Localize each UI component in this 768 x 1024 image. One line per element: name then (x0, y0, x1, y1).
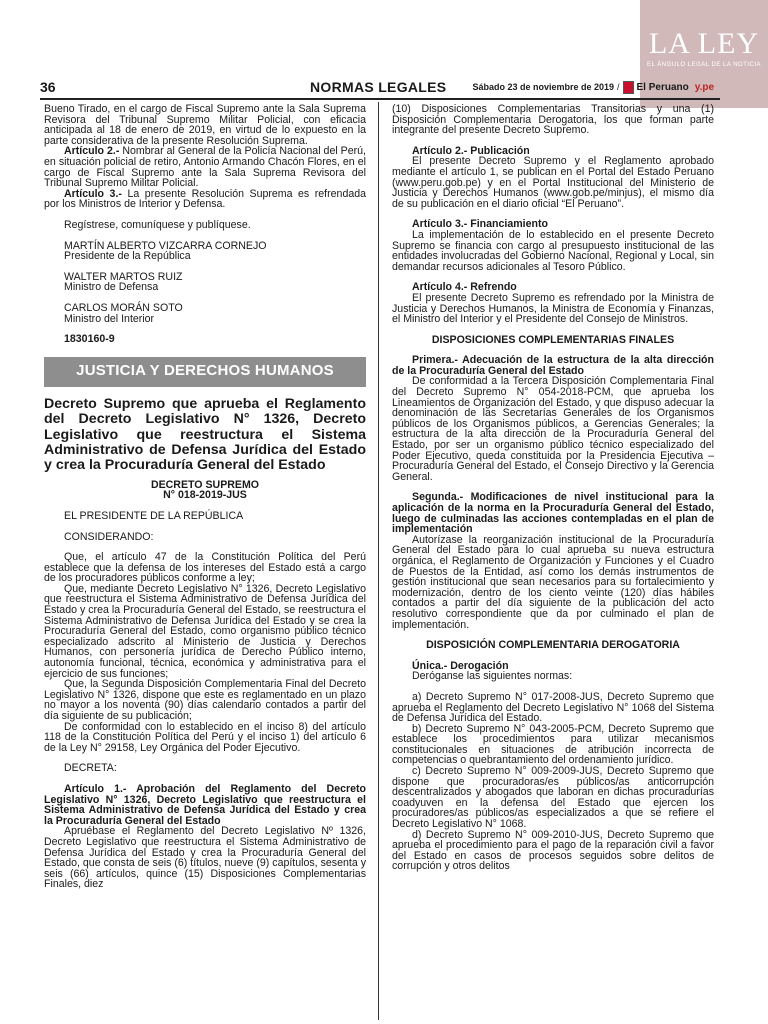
article-text: Nombrar al General de la Policía Nacional del Perú, en situación policial de retiro, Antonio Armando Chacón Flores, en el cargo de Fiscal Supremo ante la Sala Suprema Revisora del Tribunal Supremo Militar Policial. (44, 145, 367, 190)
paragraph: Que, la Segunda Disposición Complementaria Final del Decreto Legislativo N° 1326, dispone que este es reglamentado en un plazo no mayor a los noventa (90) días calendario contados a partir del día siguiente de su publicación; (44, 678, 366, 722)
peru-shield-icon (623, 81, 634, 94)
page-header (40, 76, 720, 100)
paragraph: De conformidad con lo establecido en el inciso 8) del artículo 118 de la Constitución Política del Perú y el inciso 1) del artículo 6 de la Ley N° 29158, Ley Orgánica del Poder Ejecutivo. (44, 720, 366, 754)
decree-title: Decreto Supremo que aprueba el Reglamento del Decreto Legislativo N° 1326, Decreto Legislativo que reestructura el Sistema Administrativo de Defensa Jurídica del Estado y crea la Procuraduría General del Estado (44, 395, 366, 474)
newspaper-name: El Peruano (636, 81, 689, 93)
header-url: y.pe (694, 81, 715, 93)
la-ley-tagline: EL ÁNGULO LEGAL DE LA NOTICIA (646, 62, 762, 68)
paragraph: El presente Decreto Supremo y el Reglamento aprobado mediante el artículo 1, se publican en el Portal del Estado Peruano (www.peru.gob.pe) y en el Portal Institucional del Ministerio de Justicia y Derechos Humanos (www.gob.pe/minjus), el mismo día de su publicación en el diario oficial “El Peruano”. (392, 155, 714, 210)
decree-number: N° 018-2019-JUS (163, 489, 247, 502)
header-date: Sábado 23 de noviembre de 2019 (472, 82, 614, 92)
list-item: b) Decreto Supremo N° 043-2005-PCM, Decreto Supremo que establece los procedimientos para utilizar mecanismos constitucionales en situaciones de atribución incorrecta de competencias o quebrantamiento del ordenamiento jurídico. (392, 722, 714, 767)
article-label: Artículo 3.- (64, 187, 122, 200)
article-heading: Artículo 2.- Publicación (412, 144, 530, 157)
section-band: JUSTICIA Y DERECHOS HUMANOS (44, 357, 366, 387)
left-column (44, 104, 366, 890)
article-heading: Artículo 1.- Aprobación del Reglamento del Decreto Legislativo N° 1326, Decreto Legislativo que reestructura el Sistema Administrativo de Defensa Jurídica del Estado y crea la Procuraduría General del Estado (44, 782, 366, 827)
disposition-heading: Primera.- Adecuación de la estructura de la alta dirección de la Procuraduría General del Estado (392, 354, 714, 377)
signatory-role: Presidente de la República (64, 250, 191, 263)
paragraph: Autorízase la reorganización institucional de la Procuraduría General del Estado para lo cual aprueba su nueva estructura orgánica, el Reglamento de Organización y Funciones y el Cuadro de Puestos de la Entidad, así como los demás instrumentos de gestión institucional que sean necesarios para su fortalecimiento y modernización, dentro de los ciento veinte (120) días hábiles contados a partir del día siguiente de la publicación del acto resolutivo correspondiente que da por culminado el plan de implementación. (392, 533, 714, 631)
header-separator: / (617, 82, 620, 92)
decreta-line: DECRETA: (64, 762, 117, 775)
disposition-heading: Única.- Derogación (412, 659, 509, 672)
paragraph: Que, mediante Decreto Legislativo N° 1326, Decreto Legislativo que reestructura el Sistema Administrativo de Defensa Jurídica del Estado y crea la Procuraduría General del Estado, se reestructura el Sistema Administrativo de Defensa Jurídica del Estado y se crea la Procuraduría General del Estado, como organismo público técnico especializado adscrito al Ministerio de Justicia y Derechos Humanos, con personería jurídica de Derecho Público interno, autonomía funcional, técnica, económica y administrativa para el ejercicio de sus funciones; (44, 582, 366, 680)
right-column (392, 104, 714, 872)
signatory-name: CARLOS MORÁN SOTO (64, 301, 183, 314)
article-text: La presente Resolución Suprema es refrendada por los Ministros de Interior y Defensa. (44, 187, 367, 211)
paragraph: Apruébase el Reglamento del Decreto Legislativo Nº 1326, Decreto Legislativo que reestructura el Sistema Administrativo de Defensa Jurídica del Estado y crea la Procuraduría General del Estado, que consta de seis (6) títulos, nueve (9) capítulos, sesenta y seis (66) artículos, quince (15) Disposiciones Complementarias Finales, diez (44, 825, 366, 891)
disposition-heading: Segunda.- Modificaciones de nivel institucional para la aplicación de la norma en la Procuraduría General del Estado, luego de culminadas las acciones contempladas en el plan de implementación (392, 491, 714, 536)
la-ley-logo: LA LEY (648, 27, 760, 60)
paragraph: Que, el artículo 47 de la Constitución Política del Perú establece que la defensa de los intereses del Estado está a cargo de los procuradores públicos conforme a ley; (44, 551, 366, 585)
signatory-role: Ministro de Defensa (64, 281, 159, 294)
article-heading: Artículo 3.- Financiamiento (412, 218, 548, 231)
paragraph: (10) Disposiciones Complementarias Transitorias y una (1) Disposición Complementaria Derogatoria, los que forman parte integrante del presente Decreto Supremo. (392, 103, 714, 137)
list-item: d) Decreto Supremo N° 009-2010-JUS, Decreto Supremo que aprueba el procedimiento para el pago de la reparación civil a favor del Estado en casos de procesos seguidos sobre delitos de corrupción y otros delitos (392, 828, 714, 873)
paragraph: Deróganse las siguientes normas: (412, 670, 573, 683)
section-heading: DISPOSICIONES COMPLEMENTARIAS FINALES (431, 333, 675, 346)
paragraph: De conformidad a la Tercera Disposición Complementaria Final del Decreto Supremo N° 054-2018-PCM, que aprueba los Lineamientos de Organización del Estado, y que dispuso adecuar la denominación de las Secretarías Generales de los Organismos públicos de los Organismos públicos, a Gerencias Generales; la estructura de la alta dirección de la Procuraduría General del Estado, por ser un organismo público técnico especializado del Poder Ejecutivo, queda constituida por la Presidencia Ejecutiva – Procuraduría General del Estado, el Consejo Directivo y la Gerencia General. (392, 375, 714, 483)
signatory-name: WALTER MARTOS RUIZ (64, 270, 183, 283)
signatory-role: Ministro del Interior (64, 312, 155, 325)
paragraph: El presente Decreto Supremo es refrendado por la Ministra de Justicia y Derechos Humanos, la Ministra de Economía y Finanzas, el Ministro del Interior y el Presidente del Consejo de Ministros. (392, 291, 714, 326)
section-title: NORMAS LEGALES (310, 79, 447, 95)
page-number: 36 (40, 79, 56, 95)
list-item: a) Decreto Supremo N° 017-2008-JUS, Decreto Supremo que aprueba el Reglamento del Decreto Legislativo N° 1068 del Sistema de Defensa Jurídica del Estado. (392, 690, 714, 725)
list-item: c) Decreto Supremo N° 009-2009-JUS, Decreto Supremo que dispone que procuradoras/es públicos/as anticorrupción descentralizados y abogados que laboran en dichas procuradurías coadyuven en la defensa del Estado que ejercen los procuradores/as públicos/as especializados a que se refiere el Decreto Legislativo N° 1068. (392, 765, 714, 831)
section-heading: DISPOSICIÓN COMPLEMENTARIA DEROGATORIA (426, 639, 680, 652)
registrese-line: Regístrese, comuníquese y publíquese. (64, 218, 251, 231)
decree-label: DECRETO SUPREMO (150, 478, 260, 491)
column-divider (378, 102, 379, 1020)
paragraph: Bueno Tirado, en el cargo de Fiscal Supremo ante la Sala Suprema Revisora del Tribunal Supremo Militar Policial, con eficacia anticipada al 18 de enero de 2019, en virtud de lo expuesto en la parte considerativa de la presente Resolución Suprema. (44, 103, 366, 147)
article-label: Artículo 2.- (64, 145, 120, 158)
paragraph: La implementación de lo establecido en el presente Decreto Supremo se financia con cargo al presupuesto institucional de las entidades involucradas del Gobierno Nacional, Regional y Local, sin demandar recursos adicionales al Tesoro Público. (392, 228, 714, 273)
considerando-line: CONSIDERANDO: (64, 530, 154, 543)
president-line: EL PRESIDENTE DE LA REPÚBLICA (64, 509, 244, 522)
publication-code: 1830160-9 (64, 333, 115, 346)
signatory-name: MARTÍN ALBERTO VIZCARRA CORNEJO (64, 239, 267, 252)
article-heading: Artículo 4.- Refrendo (412, 281, 517, 294)
